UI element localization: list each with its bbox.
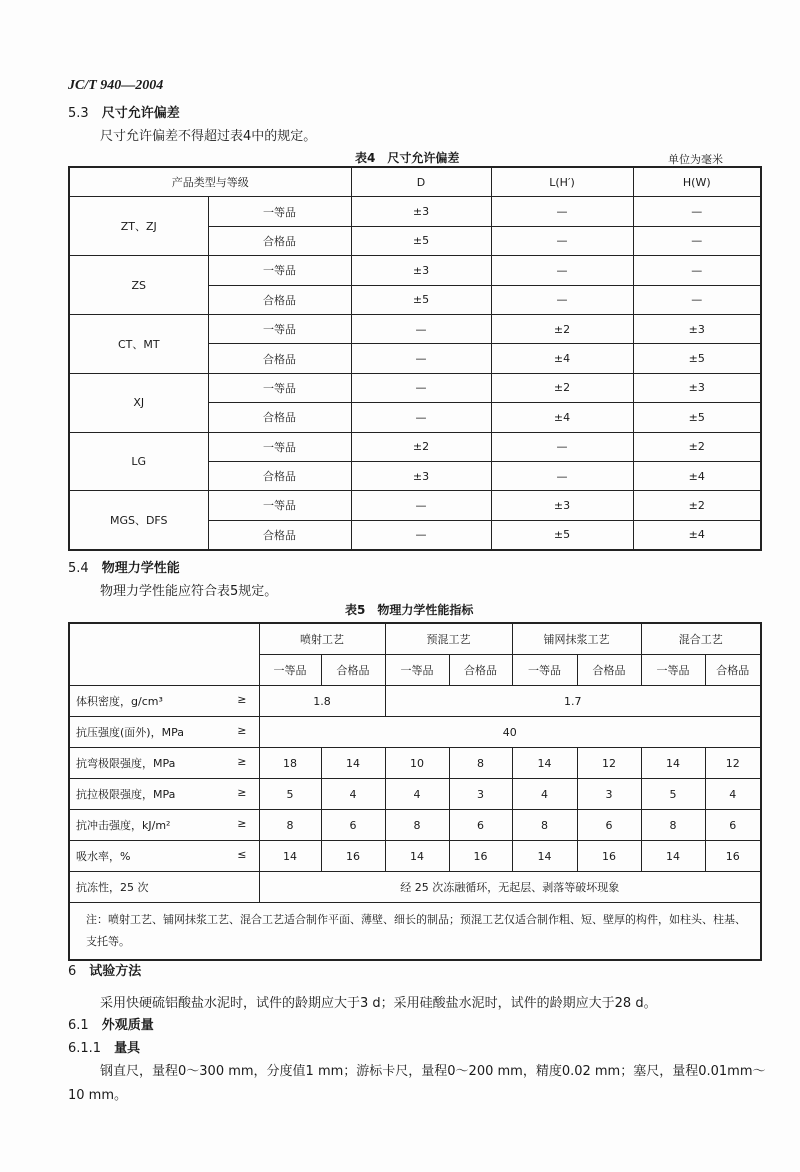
process-header-row — [69, 623, 761, 655]
grade-header: 合格品 — [705, 655, 761, 686]
value-cell: 14 — [321, 748, 385, 779]
process-header: 喷射工艺 — [259, 623, 385, 655]
section-5-4-text: 物理力学性能应符合表5规定。 — [100, 584, 278, 599]
value-cell: 14 — [641, 841, 705, 872]
value-cell: 一等品 — [208, 256, 351, 285]
empty-corner-cell — [69, 623, 259, 686]
table-row — [69, 841, 761, 872]
table-row — [69, 491, 761, 520]
value-cell: — — [351, 373, 491, 402]
value-cell: 16 — [705, 841, 761, 872]
table-row — [69, 197, 761, 226]
value-cell: ±5 — [351, 285, 491, 314]
process-header: 混合工艺 — [641, 623, 761, 655]
value-cell: 16 — [577, 841, 641, 872]
value-cell: 一等品 — [208, 314, 351, 343]
table-row — [69, 314, 761, 343]
value-cell: ±4 — [491, 403, 633, 432]
value-cell: 16 — [321, 841, 385, 872]
section-6-1-1-heading: 6.1.1 量具 — [68, 1041, 141, 1056]
value-cell: ±2 — [491, 314, 633, 343]
value-cell: ±5 — [633, 344, 761, 373]
table-note: 注：喷射工艺、铺网抹浆工艺、混合工艺适合制作平面、薄壁、细长的制品；预混工艺仅适合制作粗、短、壁厚的构件，如柱头、柱基、支托等。 — [69, 903, 761, 961]
value-cell: 一等品 — [208, 373, 351, 402]
value-cell: 4 — [321, 779, 385, 810]
section-5-3-heading: 5.3 尺寸允许偏差 — [68, 106, 180, 121]
row-label: 抗冲击强度，kJ/m² ≥ — [69, 810, 259, 841]
value-cell: — — [491, 197, 633, 226]
table-header-row — [69, 167, 761, 197]
value-cell: 10 — [385, 748, 449, 779]
header-cell: D — [351, 167, 491, 197]
value-cell: 一等品 — [208, 432, 351, 461]
value-cell: 5 — [259, 779, 321, 810]
value-cell: 12 — [705, 748, 761, 779]
value-cell: 合格品 — [208, 520, 351, 550]
table-row — [69, 373, 761, 402]
value-cell: 16 — [449, 841, 512, 872]
note-row — [69, 903, 761, 961]
value-cell: 4 — [512, 779, 577, 810]
value-cell: — — [351, 344, 491, 373]
value-cell: ±2 — [351, 432, 491, 461]
value-cell: 8 — [641, 810, 705, 841]
table-row — [69, 717, 761, 748]
table4 — [68, 166, 762, 551]
value-cell: 18 — [259, 748, 321, 779]
product-type-cell: ZS — [69, 256, 208, 315]
value-cell: 3 — [449, 779, 512, 810]
value-cell: 合格品 — [208, 285, 351, 314]
process-header: 预混工艺 — [385, 623, 512, 655]
value-cell: 8 — [449, 748, 512, 779]
value-cell: 4 — [385, 779, 449, 810]
process-header: 铺网抹浆工艺 — [512, 623, 641, 655]
value-cell: — — [491, 432, 633, 461]
value-cell: ±5 — [633, 403, 761, 432]
product-type-cell: ZT、ZJ — [69, 197, 208, 256]
grade-header: 合格品 — [577, 655, 641, 686]
value-cell: 合格品 — [208, 461, 351, 490]
value-cell: ±3 — [351, 461, 491, 490]
row-label: 抗压强度(面外)，MPa ≥ — [69, 717, 259, 748]
value-cell: 6 — [449, 810, 512, 841]
value-cell: ±4 — [633, 520, 761, 550]
value-cell: 合格品 — [208, 403, 351, 432]
row-label: 抗冻性，25 次 — [69, 872, 259, 903]
value-cell: 合格品 — [208, 226, 351, 255]
section-6-1-heading: 6.1 外观质量 — [68, 1018, 154, 1033]
table-row — [69, 432, 761, 461]
value-cell: ±2 — [491, 373, 633, 402]
grade-header: 一等品 — [512, 655, 577, 686]
section-5-4-heading: 5.4 物理力学性能 — [68, 561, 180, 576]
value-cell: 6 — [321, 810, 385, 841]
table4-title: 表4 尺寸允许偏差 — [355, 151, 460, 165]
value-cell: 1.7 — [385, 686, 761, 717]
value-cell: 14 — [512, 748, 577, 779]
value-cell: 5 — [641, 779, 705, 810]
table-row — [69, 256, 761, 285]
value-cell: ±4 — [633, 461, 761, 490]
value-cell: — — [491, 285, 633, 314]
value-cell: ±2 — [633, 491, 761, 520]
value-cell: — — [351, 314, 491, 343]
value-cell: 4 — [705, 779, 761, 810]
standard-code: JC/T 940—2004 — [68, 78, 164, 93]
product-type-cell: MGS、DFS — [69, 491, 208, 550]
grade-header: 合格品 — [449, 655, 512, 686]
section-6-1-1-text-cont: 10 mm。 — [68, 1088, 128, 1103]
section-6-text: 采用快硬硫铝酸盐水泥时，试件的龄期应大于3 d；采用硅酸盐水泥时，试件的龄期应大于28 d。 — [100, 996, 657, 1011]
value-cell: 6 — [705, 810, 761, 841]
grade-header: 一等品 — [641, 655, 705, 686]
value-cell: — — [633, 256, 761, 285]
value-cell: — — [633, 197, 761, 226]
value-cell: ±3 — [491, 491, 633, 520]
value-cell: 40 — [259, 717, 761, 748]
section-6-heading: 6 试验方法 — [68, 964, 142, 979]
value-cell: 8 — [512, 810, 577, 841]
header-cell: 产品类型与等级 — [69, 167, 351, 197]
value-cell: 8 — [385, 810, 449, 841]
value-cell: — — [633, 226, 761, 255]
value-cell: ±3 — [351, 256, 491, 285]
value-cell: 8 — [259, 810, 321, 841]
value-cell: ±5 — [491, 520, 633, 550]
value-cell: — — [351, 403, 491, 432]
row-label: 抗拉极限强度，MPa ≥ — [69, 779, 259, 810]
product-type-cell: LG — [69, 432, 208, 491]
value-cell: 14 — [259, 841, 321, 872]
product-type-cell: XJ — [69, 373, 208, 432]
value-cell: 3 — [577, 779, 641, 810]
product-type-cell: CT、MT — [69, 314, 208, 373]
table5-title: 表5 物理力学性能指标 — [345, 603, 474, 617]
value-cell: 经 25 次冻融循环，无起层、剥落等破坏现象 — [259, 872, 761, 903]
table-row — [69, 748, 761, 779]
value-cell: — — [491, 461, 633, 490]
value-cell: 合格品 — [208, 344, 351, 373]
value-cell: — — [351, 491, 491, 520]
value-cell: 一等品 — [208, 197, 351, 226]
table-row — [69, 872, 761, 903]
value-cell: ±3 — [351, 197, 491, 226]
value-cell: ±3 — [633, 314, 761, 343]
value-cell: 14 — [641, 748, 705, 779]
grade-header: 一等品 — [259, 655, 321, 686]
section-5-3-text: 尺寸允许偏差不得超过表4中的规定。 — [100, 129, 317, 144]
row-label: 抗弯极限强度，MPa ≥ — [69, 748, 259, 779]
value-cell: ±4 — [491, 344, 633, 373]
grade-header: 一等品 — [385, 655, 449, 686]
value-cell: — — [491, 256, 633, 285]
value-cell: 14 — [512, 841, 577, 872]
value-cell: — — [633, 285, 761, 314]
table5 — [68, 622, 762, 961]
grade-header: 合格品 — [321, 655, 385, 686]
value-cell: — — [491, 226, 633, 255]
value-cell: 1.8 — [259, 686, 385, 717]
header-cell: H(W) — [633, 167, 761, 197]
value-cell: ±3 — [633, 373, 761, 402]
value-cell: 6 — [577, 810, 641, 841]
value-cell: ±2 — [633, 432, 761, 461]
table-row — [69, 810, 761, 841]
row-label: 吸水率，% ≤ — [69, 841, 259, 872]
table-row — [69, 686, 761, 717]
value-cell: 12 — [577, 748, 641, 779]
value-cell: ±5 — [351, 226, 491, 255]
value-cell: — — [351, 520, 491, 550]
value-cell: 一等品 — [208, 491, 351, 520]
table-row — [69, 779, 761, 810]
header-cell: L(H′) — [491, 167, 633, 197]
row-label: 体积密度，g/cm³ ≥ — [69, 686, 259, 717]
section-6-1-1-text: 钢直尺，量程0～300 mm，分度值1 mm；游标卡尺，量程0～200 mm，精度0.02 mm；塞尺，量程0.01mm～ — [100, 1064, 766, 1079]
value-cell: 14 — [385, 841, 449, 872]
table4-unit: 单位为毫米 — [668, 153, 723, 166]
